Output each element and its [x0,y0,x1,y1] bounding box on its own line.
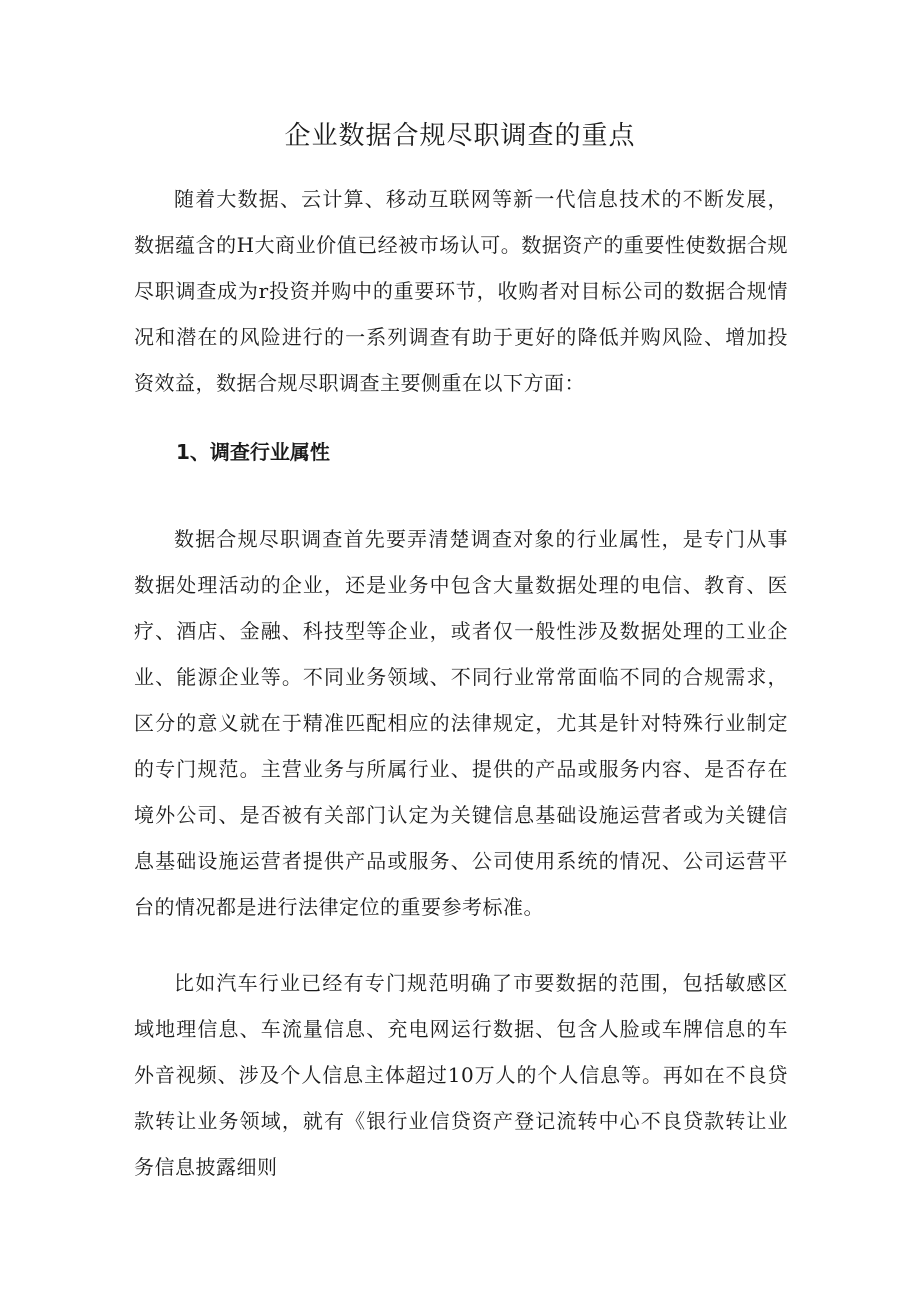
example-paragraph: 比如汽车行业已经有专门规范明确了市要数据的范围，包括敏感区域地理信息、车流量信息、充电网运行数据、包含人脸或车牌信息的车外音视频、涉及个人信息主体超过10万人的个人信息等。再如在不良贷款转让业务领域，就有《银行业信贷资产登记流转中心不良贷款转让业务信息披露细则 [134,971,788,1179]
section-heading-industry: 1、调查行业属性 [176,440,330,464]
intro-paragraph: 随着大数据、云计算、移动互联网等新一代信息技术的不断发展，数据蕴含的H大商业价值已经被市场认可。数据资产的重要性使数据合规尽职调查成为r投资并购中的重要环节，收购者对目标公司的数据合规情况和潜在的风险进行的一系列调查有助于更好的降低并购风险、增加投资效益，数据合规尽职调查主要侧重在以下方面： [134,187,788,395]
industry-paragraph: 数据合规尽职调查首先要弄清楚调查对象的行业属性，是专门从事数据处理活动的企业，还是业务中包含大量数据处理的电信、教育、医疗、酒店、金融、科技型等企业，或者仅一般性涉及数据处理的工业企业、能源企业等。不同业务领域、不同行业常常面临不同的合规需求，区分的意义就在于精准匹配相应的法律规定，尤其是针对特殊行业制定的专门规范。主营业务与所属行业、提供的产品或服务内容、是否存在境外公司、是否被有关部门认定为关键信息基础设施运营者或为关键信息基础设施运营者提供产品或服务、公司使用系统的情况、公司运营平台的情况都是进行法律定位的重要参考标准。 [134,527,788,919]
document-title: 企业数据合规尽职调查的重点 [284,121,636,151]
